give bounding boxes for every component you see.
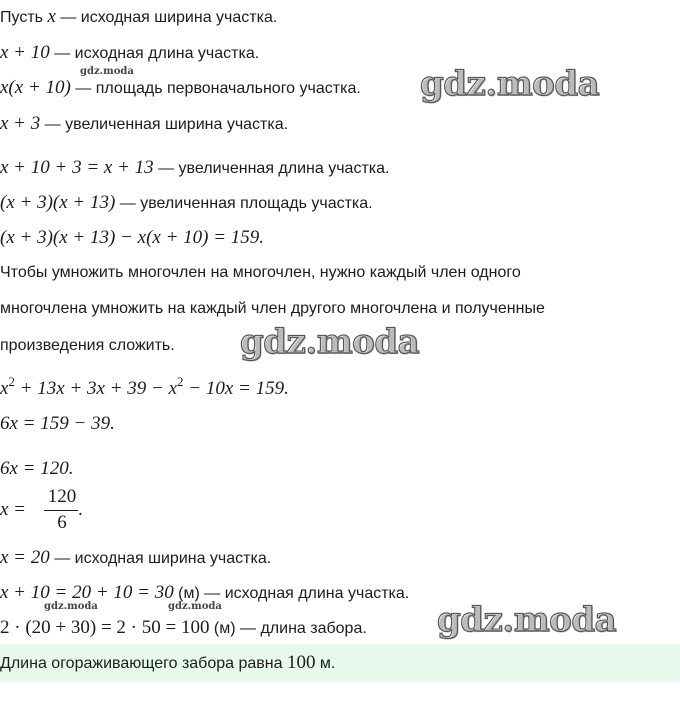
line-2: x + 10 — исходная длина участка. [0,42,260,63]
watermark-small: gdz.moda [168,601,222,612]
line-15: x = 20 — исходная ширина участка. [0,547,272,568]
answer-box [0,644,680,682]
line-9: многочлена умножить на каждый член другого многочлена и полученные [0,300,545,317]
line-11: $x^2 + 13x + 3x + 39 - x^2 - 10x = 159$. [0,374,289,399]
fraction-bar [44,510,78,511]
line-3: x(x + 10) — площадь первоначального участка. [0,77,361,98]
line-17: 2 · (20 + 30) = 2 · 50 = 100 (м) — длина забора. [0,617,367,638]
line-4: x + 3 — увеличенная ширина участка. [0,113,289,134]
answer-text: Длина огораживающего забора равна 100 м. [0,652,336,673]
fraction-line-14: x = 120 6 . [0,486,83,533]
line-8: Чтобы умножить многочлен на многочлен, нужно каждый член одного [0,264,521,281]
line-6: (x + 3)(x + 13) — увеличенная площадь участка. [0,192,373,213]
watermark-logo: gdz.moda [437,600,617,640]
line-16: x + 10 = 20 + 10 = 30 (м) — исходная длина участка. [0,582,410,603]
line-13: 6x = 120. [0,458,74,479]
watermark-small: gdz.moda [80,66,134,77]
line-7: (x + 3)(x + 13) − x(x + 10) = 159. [0,227,265,248]
watermark-small: gdz.moda [44,601,98,612]
watermark-logo: gdz.moda [240,322,420,362]
watermark-logo: gdz.moda [420,64,600,104]
fraction-denominator: 6 [57,512,67,533]
fraction-numerator: 120 [47,486,77,507]
line-12: 6x = 159 − 39. [0,413,115,434]
line-1: Пусть x — исходная ширина участка. [0,6,278,27]
line-10: произведения сложить. [0,337,175,354]
line-5: x + 10 + 3 = x + 13 — увеличенная длина участка. [0,157,390,178]
